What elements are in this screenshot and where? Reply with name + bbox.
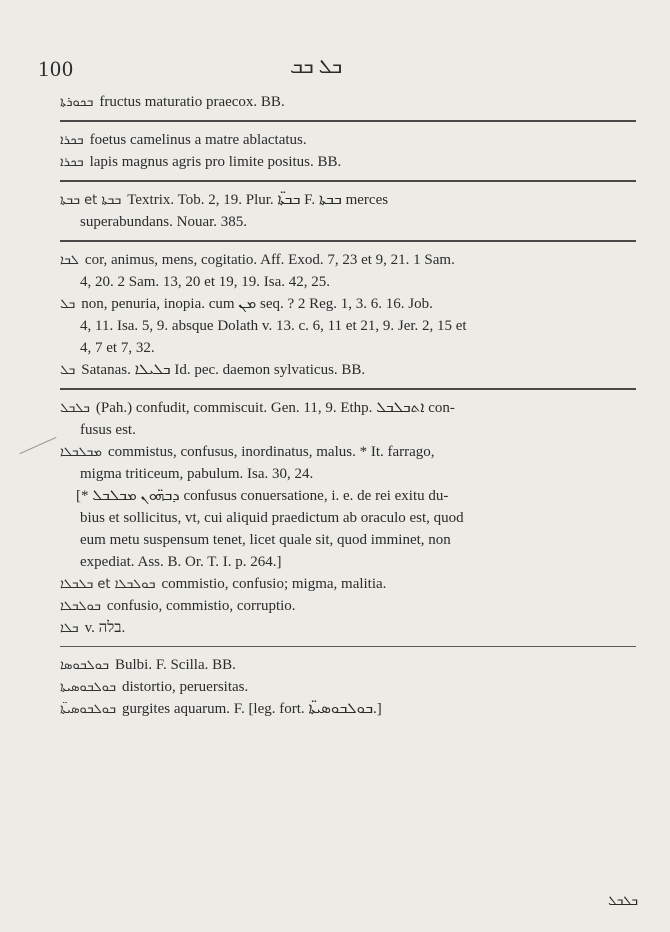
entry-line	[60, 338, 636, 360]
syriac-headword: ܒܘܠܒܘܣܝܬܐ	[60, 680, 117, 695]
syriac-headword: ܡܒܠܒܠܐ	[60, 445, 102, 460]
running-head: ܒܠ ܒܒ	[290, 56, 343, 78]
entry-text: foetus camelinus a matre ablactatus.	[89, 132, 307, 148]
syriac-headword: ܒܠܐ	[60, 621, 79, 636]
syriac-headword: ܒܒܬܐ et ܒܒܬܐ	[60, 193, 122, 208]
entry-text: v. בלה.	[84, 620, 126, 636]
entry-text: expediat. Ass. B. Or. T. I. p. 264.]	[80, 554, 282, 570]
section-rule	[60, 120, 636, 122]
entry-text: 4, 7 et 7, 32.	[80, 340, 155, 356]
syriac-headword: ܒܟܪܐ	[60, 155, 84, 170]
syriac-headword: ܒܠ	[60, 363, 76, 378]
page-number: 100	[38, 56, 74, 81]
syriac-headword: ܒܟܪܐ	[60, 133, 84, 148]
entry-line	[60, 530, 636, 552]
entry-line	[60, 442, 636, 464]
entry-text: distortio, peruersitas.	[122, 679, 249, 695]
entry-text: migma triticeum, pabulum. Isa. 30, 24.	[80, 466, 314, 482]
syriac-headword: ܒܟܘܪܬܐ	[60, 95, 94, 110]
entry-text: lapis magnus agris pro limite positus. BB.	[89, 154, 342, 170]
syriac-headword: ܒܠܒܠܐ et ܒܘܠܒܠܐ	[60, 577, 156, 592]
entry-line	[60, 92, 636, 114]
entry-line	[60, 486, 636, 508]
syriac-headword: ܒܠ	[60, 297, 76, 312]
entry-line	[60, 130, 636, 152]
syriac-headword: ܠܒܐ	[60, 253, 79, 268]
entry-text: bius et sollicitus, vt, cui aliquid praedictum ab oraculo est, quod	[80, 510, 464, 526]
entry-line	[60, 574, 636, 596]
syriac-headword: ܒܘܠܒܘܣܐ	[60, 658, 109, 673]
entry-line	[60, 420, 636, 442]
entry-line	[60, 294, 636, 316]
entry-line	[60, 152, 636, 174]
entry-text: commistus, confusus, inordinatus, malus. * It. farrago,	[107, 444, 435, 460]
syriac-headword: ܒܘܠܒܘܣܝܬ̈ܐ	[60, 702, 117, 717]
entry-line	[60, 677, 636, 699]
entry-text: Satanas. ܒܠܝܠܐ Id. pec. daemon sylvaticus. BB.	[81, 362, 366, 378]
entry-text: 4, 11. Isa. 5, 9. absque Dolath v. 13. c. 6, 11 et 21, 9. Jer. 2, 15 et	[80, 318, 467, 334]
entry-line	[60, 618, 636, 640]
entry-text: non, penuria, inopia. cum ܡܢ seq. ? 2 Reg. 1, 3. 6. 16. Job.	[81, 296, 433, 312]
entry-text: fusus est.	[80, 422, 136, 438]
entry-text: 4, 20. 2 Sam. 13, 20 et 19, 19. Isa. 42, 25.	[80, 274, 330, 290]
syriac-headword: ܒܘܠܒܠܐ	[60, 599, 101, 614]
entry-line	[60, 360, 636, 382]
section-rule	[60, 646, 636, 647]
entry-line	[60, 398, 636, 420]
entry-line	[60, 552, 636, 574]
dictionary-entries	[60, 92, 636, 721]
entry-line	[60, 596, 636, 618]
entry-line	[60, 699, 636, 721]
entry-line	[60, 508, 636, 530]
entry-text: (Pah.) confudit, commiscuit. Gen. 11, 9. Ethp. ܐܬܒܠܒܠ con-	[95, 400, 455, 416]
entry-text: Textrix. Tob. 2, 19. Plur. ܒܒܬ̈ܐ F. ܒܒܬܐ merces	[127, 192, 389, 208]
entry-text: gurgites aquarum. F. [leg. fort. ܒܘܠܒܘܣܝܬ̈ܐ.]	[122, 701, 382, 717]
syriac-headword: ܒܠܒܠ	[60, 401, 90, 416]
entry-text: Bulbi. F. Scilla. BB.	[114, 657, 236, 673]
catchword: ܒܠܒܠ	[608, 894, 638, 909]
entry-text: commistio, confusio; migma, malitia.	[161, 576, 387, 592]
section-rule	[60, 388, 636, 390]
entry-line	[60, 250, 636, 272]
section-rule	[60, 180, 636, 182]
entry-text: fructus maturatio praecox. BB.	[99, 94, 285, 110]
section-rule	[60, 240, 636, 242]
entry-line	[60, 212, 636, 234]
entry-text: cor, animus, mens, cogitatio. Aff. Exod. 7, 23 et 9, 21. 1 Sam.	[84, 252, 455, 268]
entry-line	[60, 316, 636, 338]
entry-line	[60, 190, 636, 212]
entry-line	[60, 464, 636, 486]
entry-text: superabundans. Nouar. 385.	[80, 214, 248, 230]
entry-text: eum metu suspensum tenet, licet quale sit, quod imminet, non	[80, 532, 451, 548]
entry-text: [* ܕܒܗ̈ܘܢ ܡܒܠܒܠ confusus conuersatione, i. e. de rei exitu du-	[76, 488, 449, 504]
entry-text: confusio, commistio, corruptio.	[106, 598, 296, 614]
entry-line	[60, 272, 636, 294]
entry-line	[60, 655, 636, 677]
margin-pencil-mark	[20, 437, 57, 454]
